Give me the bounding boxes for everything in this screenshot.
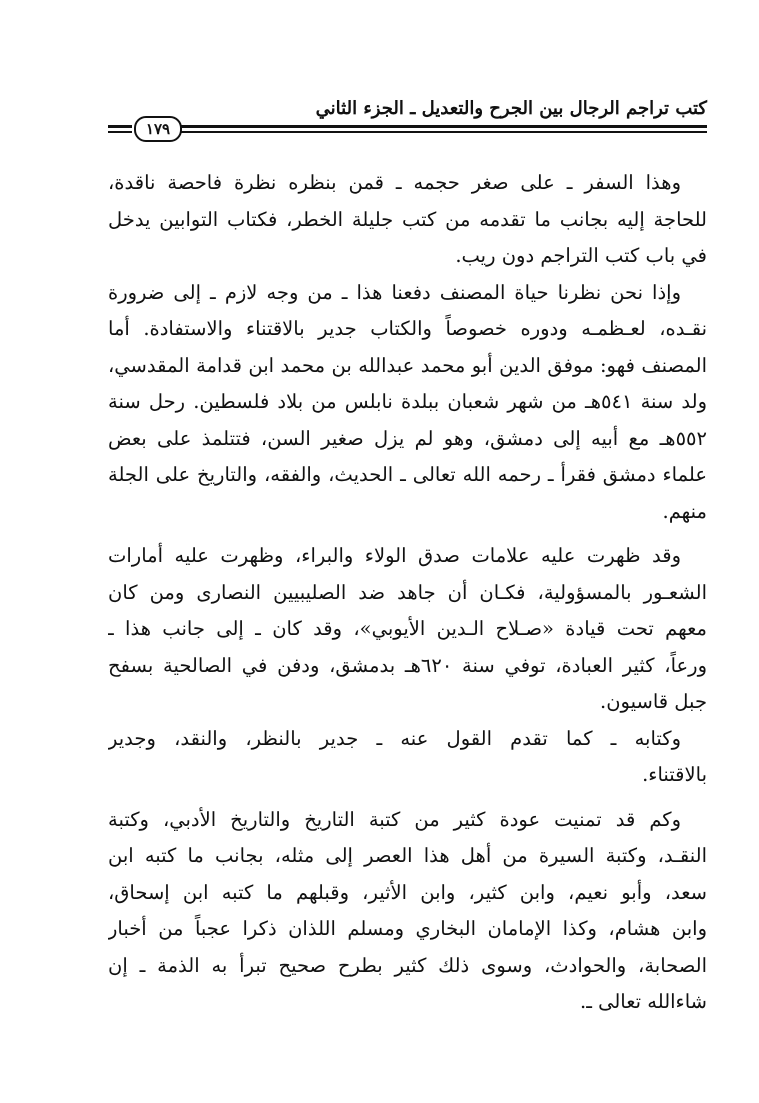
text-line: ورعاً، كثير العبادة، توفي سنة ٦٢٠هـ بدمشق، ودفن في الصالحية بسفح	[108, 653, 707, 677]
text-line: وإذا نحن نظرنا حياة المصنف دفعنا هذا ـ من وجه لازم ـ إلى ضرورة	[108, 280, 681, 304]
text-line: وكم قد تمنيت عودة كثير من كتبة التاريخ والتاريخ الأدبي، وكتبة	[108, 807, 681, 831]
text-line: وهذا السفر ـ على صغر حجمه ـ قمن بنظره نظرة فاحصة ناقدة،	[108, 171, 681, 194]
paragraph-4	[108, 721, 707, 794]
text-line: سعد، وأبو نعيم، وابن كثير، وابن الأثير، وقبلهم ما كتبه ابن إسحاق،	[108, 880, 707, 904]
text-line: منهم.	[662, 499, 707, 523]
running-title: كتب تراجم الرجال بين الجرح والتعديل ـ الجزء الثاني	[315, 98, 707, 119]
paragraph-gap	[108, 794, 707, 802]
text-line: جبل قاسيون.	[600, 690, 707, 713]
text-line: بالاقتناء.	[642, 763, 707, 786]
paragraph-2	[108, 275, 707, 531]
text-line: المصنف فهو: موفق الدين أبو محمد عبدالله بن محمد ابن قدامة المقدسي،	[108, 353, 707, 377]
text-line: وكتابه ـ كما تقدم القول عنه ـ جدير بالنظر، والنقد، وجدير	[108, 726, 681, 750]
text-line: علماء دمشق فقرأ ـ رحمه الله تعالى ـ الحديث، والفقه، والتاريخ على الجلة	[108, 463, 707, 486]
text-line: شاءالله تعالى ـ.	[580, 990, 707, 1013]
text-line: في باب كتب التراجم دون ريب.	[455, 244, 707, 267]
header-left-rule-thick	[108, 125, 132, 128]
header-rule-thick	[180, 125, 707, 128]
paragraph-gap	[108, 530, 707, 538]
text-line: للحاجة إليه بجانب ما تقدمه من كتب جليلة الخطر، فكتاب التوابين يدخل	[108, 207, 707, 231]
text-line: الشعـور بالمسؤولية، فكـان أن جاهد ضد الصليبيين النصارى ومن كان	[108, 580, 707, 604]
text-line: ٥٥٢هـ مع أبيه إلى دمشق، وهو لم يزل صغير السن، فتتلمذ على بعض	[108, 426, 707, 450]
body-text	[108, 165, 707, 1021]
text-line: الصحابة، والحوادث، وسوى ذلك كثير بطرح صحيح تبرأ به الذمة ـ إن	[108, 953, 707, 977]
text-line: النقـد، وكتبة السيرة من أهل هذا العصر إلى مثله، بجانب ما كتبه ابن	[108, 844, 707, 867]
header-left-rule-thin	[108, 131, 132, 133]
paragraph-5	[108, 802, 707, 1021]
header-rule-thin	[180, 131, 707, 133]
paragraph-3	[108, 538, 707, 721]
text-line: ولد سنة ٥٤١هـ من شهر شعبان ببلدة نابلس من بلاد فلسطين. رحل سنة	[108, 390, 707, 413]
text-line: نقـده، لعـظمـه ودوره خصوصاً والكتاب جدير بالاقتناء والاستفادة. أما	[108, 317, 707, 340]
paragraph-1	[108, 165, 707, 275]
text-line: معهم تحت قيادة «صـلاح الـدين الأيوبي»، وقد كان ـ إلى جانب هذا ـ	[108, 617, 707, 640]
page-header	[108, 98, 707, 148]
text-line: وقد ظهرت عليه علامات صدق الولاء والبراء، وظهرت عليه أمارات	[108, 544, 681, 567]
text-line: وابن هشام، وكذا الإمامان البخاري ومسلم اللذان ذكرا عجباً من أخبار	[108, 917, 707, 940]
page-number: ١٧٩	[134, 116, 182, 142]
